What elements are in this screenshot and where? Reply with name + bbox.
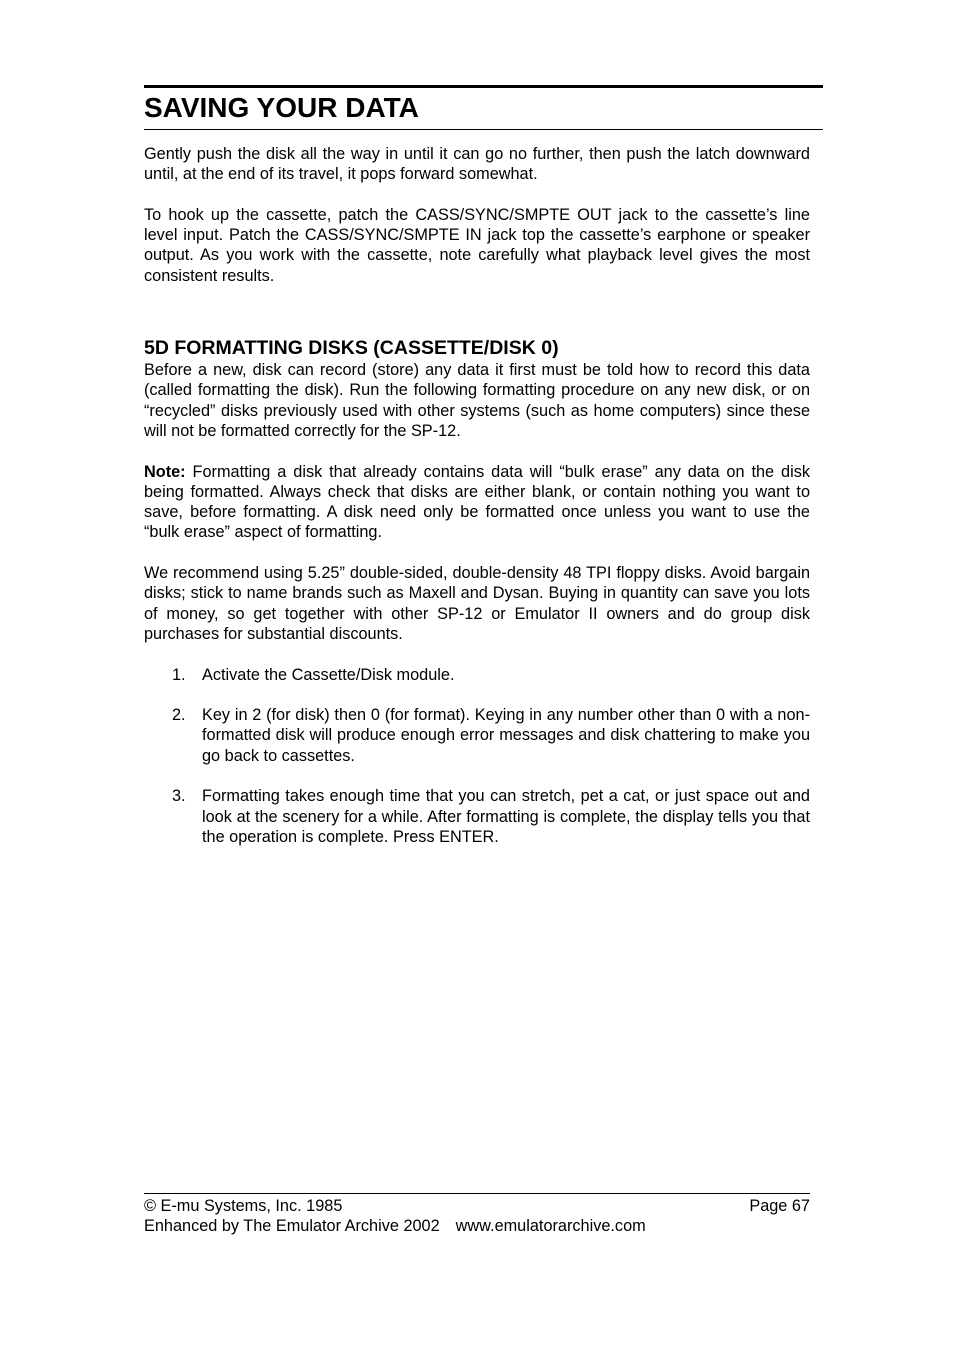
footer-url: www.emulatorarchive.com: [455, 1217, 646, 1236]
footer-copyright: © E-mu Systems, Inc. 1985: [144, 1197, 343, 1215]
paragraph-disk-insert: Gently push the disk all the way in until it can go no further, then push the latch downward until, at the end of its travel, it pops forward somewhat.: [144, 145, 810, 184]
step-text: Activate the Cassette/Disk module.: [202, 665, 455, 684]
paragraph-recommendation: We recommend using 5.25” double-sided, double-density 48 TPI floppy disks. Avoid bargain disks; stick to name brands such as Maxell and Dysan. Buying in quantity can save you lots of money, so get together with other SP-12 or Emulator II owners and do group disk purchases for substantial discounts.: [144, 564, 810, 643]
step-text: Key in 2 (for disk) then 0 (for format). Keying in any number other than 0 with a non-formatted disk will produce enough error messages and disk chattering to make you go back to cassettes.: [202, 706, 810, 765]
list-item: [144, 665, 810, 685]
paragraph-note: [144, 462, 810, 543]
steps-list: [144, 665, 810, 848]
step-number: 2.: [172, 706, 186, 725]
footer-page-number: Page 67: [749, 1197, 810, 1215]
note-text: Formatting a disk that already contains data will “bulk erase” any data on the disk being formatted. Always check that disks are either blank, or contain nothing you want to save, before formatting. A disk need only be formatted once unless you want to use the “bulk erase” aspect of formatting.: [144, 462, 810, 542]
main-content: [144, 144, 810, 847]
paragraph-formatting-intro: Before a new, disk can record (store) any data it first must be told how to record this data (called formatting the disk). Run the following formatting procedure on any new disk, or on “recycled” disks previously used with other systems (such as home computers) since these will not be formatted correctly for the SP-12.: [144, 361, 810, 440]
step-number: 3.: [172, 787, 186, 806]
list-item: [144, 786, 810, 847]
section-heading: 5D FORMATTING DISKS (CASSETTE/DISK 0): [144, 337, 559, 360]
list-item: [144, 705, 810, 766]
page-title: SAVING YOUR DATA: [144, 92, 419, 123]
note-label: Note:: [144, 462, 186, 481]
step-number: 1.: [172, 665, 186, 684]
paragraph-cassette-hookup: To hook up the cassette, patch the CASS/SYNC/SMPTE OUT jack to the cassette’s line level input. Patch the CASS/SYNC/SMPTE IN jack top the cassette’s earphone or speaker output. As you work with the cassette, note carefully what playback level gives the most consistent results.: [144, 205, 810, 285]
footer-rule: [144, 1193, 810, 1194]
step-text: Formatting takes enough time that you can stretch, pet a cat, or just space out and look at the scenery for a while. After formatting is complete, the display tells you that the operation is complete. Press ENTER.: [202, 787, 810, 846]
header-bottom-rule: [144, 129, 823, 130]
page-footer: [144, 1196, 810, 1237]
footer-enhanced: Enhanced by The Emulator Archive 2002: [144, 1217, 440, 1236]
header-top-rule: [144, 85, 823, 88]
